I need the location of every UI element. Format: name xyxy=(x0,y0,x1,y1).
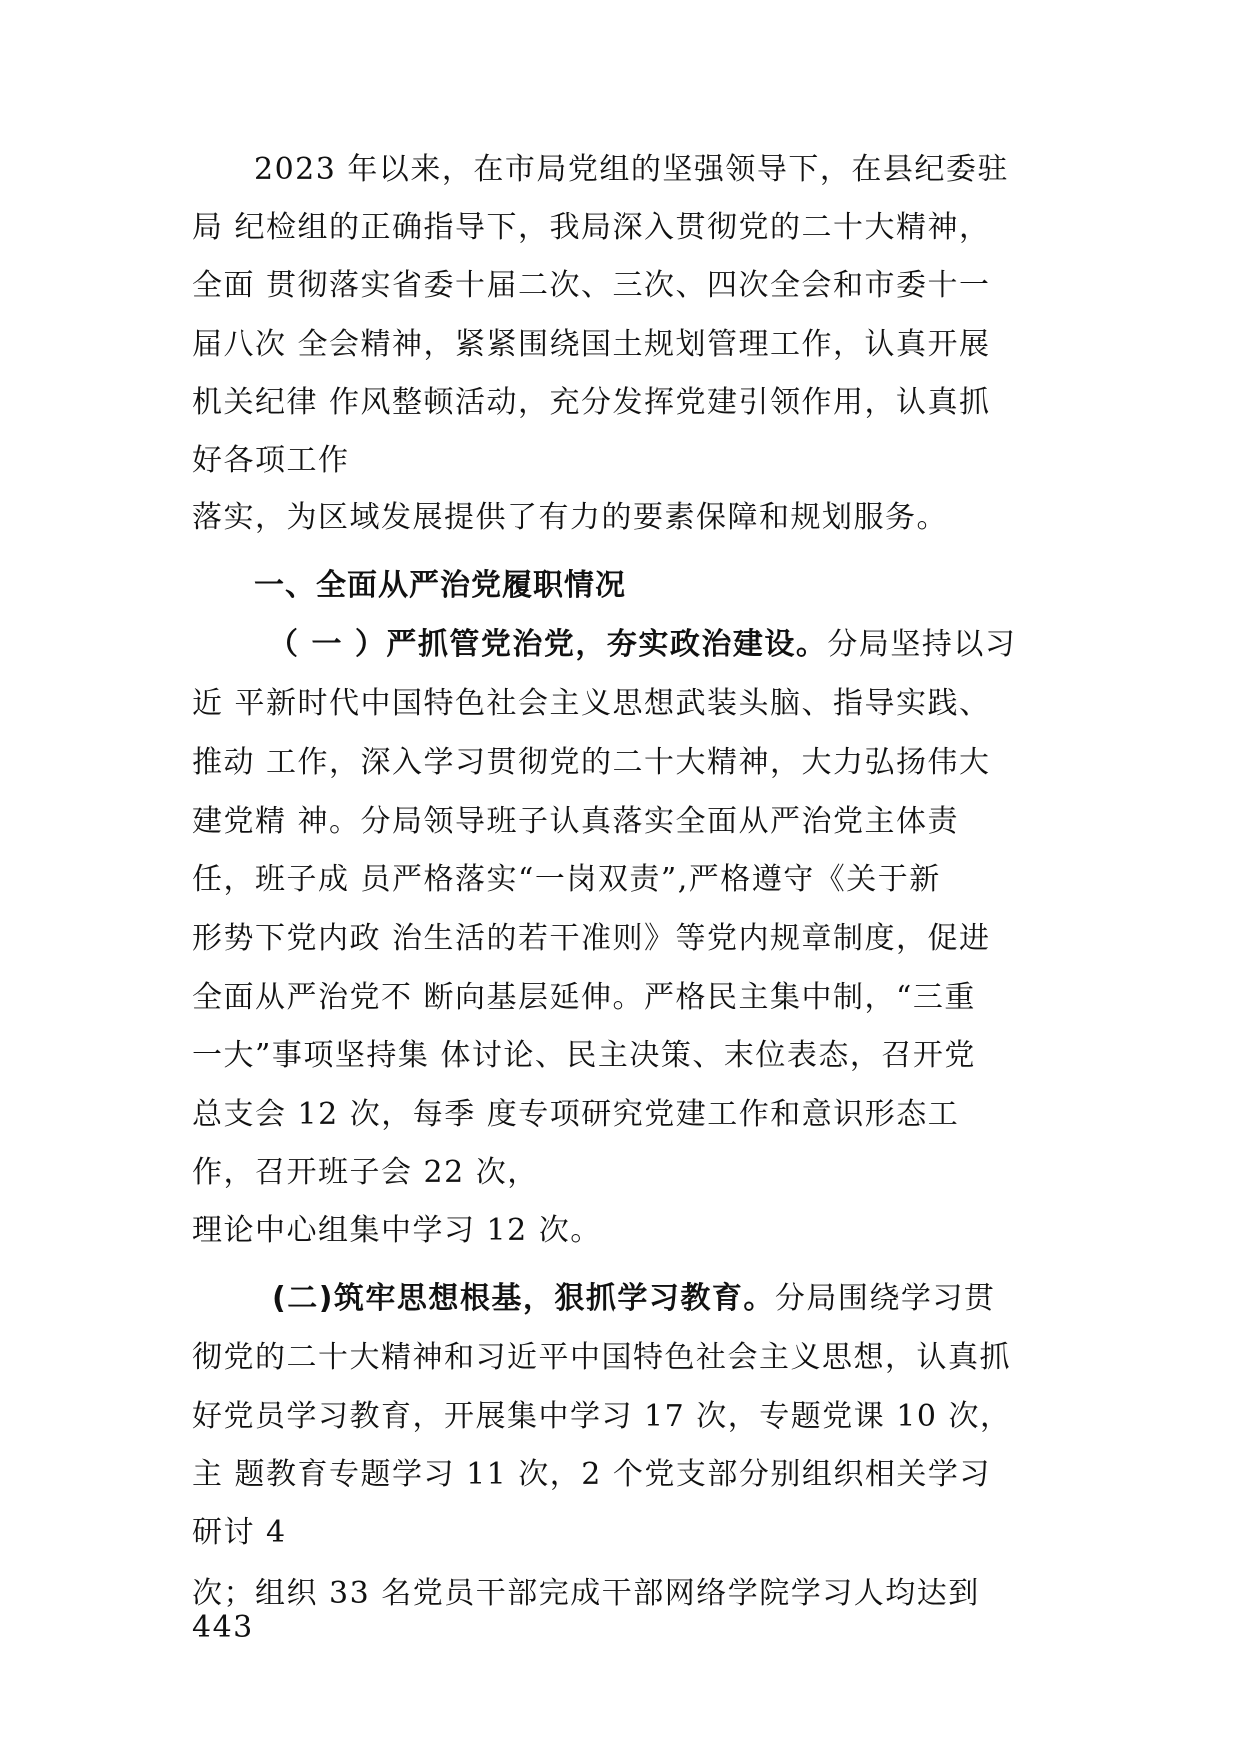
body-line: 彻党的二十大精神和习近平中国特色社会主义思想，认真抓 xyxy=(192,1340,1011,1375)
subsection-text: 分局坚持以习 xyxy=(827,627,1017,662)
body-line: 形势下党内政 治生活的若干准则》等党内规章制度，促进 xyxy=(192,921,991,956)
subsection-first-line xyxy=(272,1279,995,1319)
intro-line: 届八次 全会精神，紧紧围绕国土规划管理工作，认真开展 xyxy=(192,327,991,362)
intro-line: 机关纪律 作风整顿活动，充分发挥党建引领作用，认真抓 xyxy=(192,385,991,420)
subsection-text: 分局围绕学习贯 xyxy=(774,1281,996,1316)
body-line: 近 平新时代中国特色社会主义思想武装头脑、指导实践、 xyxy=(192,686,991,721)
subsection-title: (二)筑牢思想根基，狠抓学习教育。 xyxy=(272,1281,775,1316)
body-line: 一大”事项坚持集 体讨论、民主决策、末位表态，召开党 xyxy=(192,1038,976,1073)
body-line: 研讨 4 xyxy=(192,1515,287,1550)
subsection-title: （ 一 ）严抓管党治党，夯实政治建设。 xyxy=(268,627,828,662)
body-line: 次；组织 33 名党员干部完成干部网络学院学习人均达到 xyxy=(192,1576,980,1611)
body-line: 全面从严治党不 断向基层延伸。严格民主集中制，“三重 xyxy=(192,980,976,1015)
intro-line: 落实，为区域发展提供了有力的要素保障和规划服务。 xyxy=(192,500,948,535)
body-line: 任，班子成 员严格落实“一岗双责”,严格遵守《关于新 xyxy=(192,862,941,897)
intro-line: 全面 贯彻落实省委十届二次、三次、四次全会和市委十一 xyxy=(192,268,991,303)
intro-line: 局 纪检组的正确指导下，我局深入贯彻党的二十大精神， xyxy=(192,210,991,245)
subsection-first-line xyxy=(268,625,1016,665)
section-heading: 一、全面从严治党履职情况 xyxy=(254,568,626,603)
body-line: 好党员学习教育，开展集中学习 17 次，专题党课 10 次， xyxy=(192,1399,1012,1434)
body-line: 443 xyxy=(192,1610,254,1645)
intro-line: 2023 年以来，在市局党组的坚强领导下，在县纪委驻 xyxy=(254,152,1009,187)
body-line: 理论中心组集中学习 12 次。 xyxy=(192,1213,602,1248)
body-line: 推动 工作，深入学习贯彻党的二十大精神，大力弘扬伟大 xyxy=(192,745,991,780)
body-line: 主 题教育专题学习 11 次，2 个党支部分别组织相关学习 xyxy=(192,1457,991,1492)
body-line: 建党精 神。分局领导班子认真落实全面从严治党主体责 xyxy=(192,804,960,839)
body-line: 作，召开班子会 22 次， xyxy=(192,1155,539,1190)
intro-line: 好各项工作 xyxy=(192,443,350,478)
body-line: 总支会 12 次，每季 度专项研究党建工作和意识形态工 xyxy=(192,1097,960,1132)
